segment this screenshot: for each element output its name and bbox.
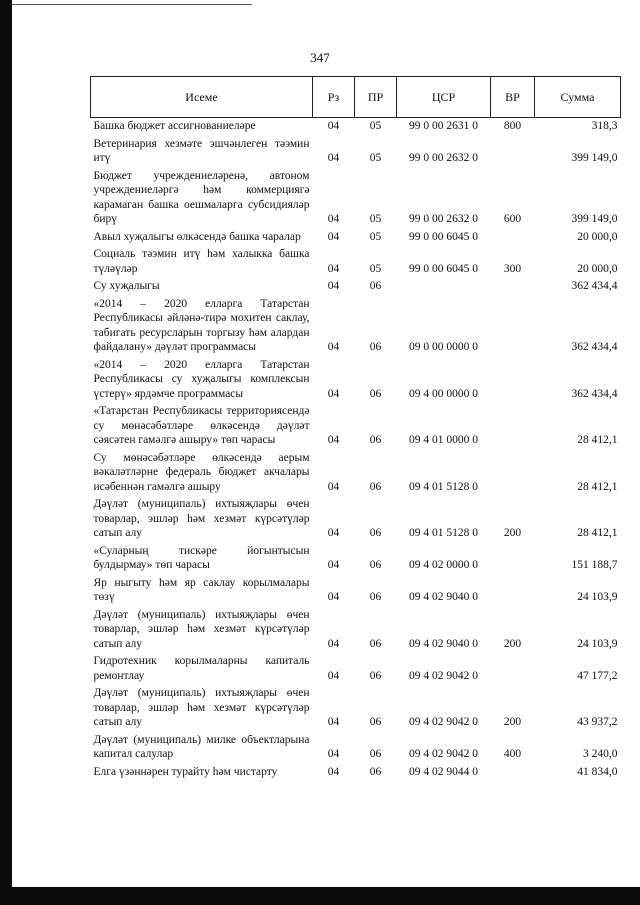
- row-rz: 04: [327, 387, 340, 400]
- scan-edge-bottom: [0, 887, 640, 905]
- row-name: «Суларның тискәре йогынтысын булдырмау» төп чарасы: [93, 544, 310, 571]
- row-rz: 04: [327, 559, 340, 571]
- row-sum: 28 412,1: [577, 434, 618, 446]
- row-rz: 04: [327, 120, 340, 132]
- row-sum: 20 000,0: [577, 262, 618, 275]
- table-row: [91, 296, 621, 357]
- row-rz: 04: [327, 716, 340, 728]
- row-name: Ветеринария хезмәте эшчәнлеген тәэмин итү: [93, 137, 310, 164]
- row-name: Дәүләт (муниципаль) ихтыяҗлары өчен товарлар, эшләр һәм хезмәт күрсәтүләр сатып алу: [93, 608, 310, 650]
- row-vr: 400: [503, 748, 522, 760]
- row-csr: 09 4 02 9042 0: [409, 748, 478, 760]
- row-csr: 09 4 02 9040 0: [409, 637, 478, 650]
- row-pr: 06: [369, 341, 382, 353]
- table-row: [91, 168, 621, 229]
- row-csr: 99 0 00 2632 0: [409, 213, 478, 225]
- row-csr: 99 0 00 2631 0: [409, 120, 478, 132]
- row-vr: 200: [503, 527, 522, 539]
- row-pr: 06: [369, 591, 382, 603]
- row-pr: 06: [369, 434, 382, 446]
- row-csr: 09 4 02 9040 0: [409, 591, 478, 603]
- row-rz: 04: [327, 591, 340, 603]
- row-sum: 362 434,4: [571, 280, 618, 292]
- row-name: Башка бюджет ассигнованиеләре: [93, 120, 256, 132]
- table-row: [91, 764, 621, 782]
- row-csr: 09 4 02 9044 0: [409, 765, 478, 778]
- row-sum: 3 240,0: [583, 748, 618, 760]
- scan-edge-left: [0, 0, 12, 905]
- row-sum: 151 188,7: [571, 559, 618, 571]
- page-number: 347: [310, 50, 330, 65]
- row-name: Авыл хуҗалыгы өлкәсендә башка чаралар: [93, 230, 301, 243]
- row-csr: 09 4 02 9042 0: [409, 669, 478, 682]
- row-sum: 399 149,0: [571, 213, 618, 225]
- row-name: «2014 – 2020 елларга Татарстан Республикасы су хуҗалыгы комплексын үстерү» ярдәмче программасы: [93, 358, 310, 400]
- row-csr: 09 0 00 0000 0: [409, 341, 478, 353]
- row-vr: 600: [503, 213, 522, 225]
- row-rz: 04: [327, 480, 340, 493]
- row-sum: 24 103,9: [577, 591, 618, 603]
- row-csr: 09 4 00 0000 0: [409, 387, 478, 400]
- row-sum: 28 412,1: [577, 527, 618, 539]
- row-pr: 06: [369, 387, 382, 400]
- row-sum: 43 937,2: [577, 716, 618, 728]
- row-rz: 04: [327, 637, 340, 650]
- row-name: «2014 – 2020 елларга Татарстан Республикасы әйләнә-тирә мохитен саклау, табигать ресурсларын торгызу һәм алардан файдалану» дәүләт программасы: [93, 297, 310, 353]
- header-row: [91, 77, 621, 118]
- row-rz: 04: [327, 262, 340, 275]
- row-csr: 99 0 00 6045 0: [409, 230, 478, 243]
- row-pr: 06: [369, 480, 382, 493]
- row-vr: [491, 575, 535, 607]
- row-vr: 200: [503, 716, 522, 728]
- table-row: [91, 229, 621, 247]
- row-rz: 04: [327, 748, 340, 760]
- scan-edge-top: [12, 4, 252, 5]
- row-rz: 04: [327, 230, 340, 243]
- row-sum: 28 412,1: [577, 480, 618, 493]
- table-row: [91, 575, 621, 607]
- row-vr: 800: [503, 120, 522, 132]
- row-rz: 04: [327, 213, 340, 225]
- row-vr: 200: [503, 637, 522, 650]
- row-rz: 04: [327, 527, 340, 539]
- table-row: [91, 246, 621, 278]
- row-name: Дәүләт (муниципаль) милке объектларына капитал салулар: [93, 733, 310, 760]
- row-vr: [491, 403, 535, 450]
- row-name: Дәүләт (муниципаль) ихтыяҗлары өчен товарлар, эшләр һәм хезмәт күрсәтүләр сатып алу: [93, 687, 310, 728]
- row-rz: 04: [327, 341, 340, 353]
- row-csr: 09 4 02 9042 0: [409, 716, 478, 728]
- table-row: [91, 496, 621, 543]
- row-pr: 06: [369, 716, 382, 728]
- table-row: [91, 653, 621, 685]
- row-name: «Татарстан Республикасы территориясендә су мөнәсәбәтләре өлкәсендә дәүләт сәясәтен гамәлгә ашыру» төп чарасы: [93, 405, 310, 446]
- row-sum: 47 177,2: [577, 669, 618, 682]
- row-csr: 09 4 02 0000 0: [409, 559, 478, 571]
- row-vr: [491, 296, 535, 357]
- row-csr: 99 0 00 6045 0: [409, 262, 478, 275]
- row-sum: 20 000,0: [577, 230, 618, 243]
- row-name: Су хуҗалыгы: [93, 280, 160, 292]
- column-header-pr: ПР: [355, 77, 397, 118]
- row-name: Гидротехник корылмаларны капиталь ремонтлау: [93, 655, 310, 682]
- row-vr: [491, 450, 535, 497]
- row-sum: 318,3: [591, 120, 618, 132]
- table-row: [91, 607, 621, 654]
- table-row: [91, 403, 621, 450]
- row-vr: [491, 357, 535, 404]
- row-name: Бюджет учреждениеләренә, автоном учреждениеләргә һәм коммерциягә карамаган башка оешмаларга субсидияләр бирү: [93, 169, 310, 225]
- row-vr: [491, 543, 535, 575]
- row-csr: [397, 278, 491, 296]
- table-row: [91, 136, 621, 168]
- row-rz: 04: [327, 152, 340, 164]
- row-name: Дәүләт (муниципаль) ихтыяҗлары өчен товарлар, эшләр һәм хезмәт күрсәтүләр сатып алу: [93, 498, 310, 539]
- row-pr: 06: [369, 748, 382, 760]
- row-rz: 04: [327, 765, 340, 778]
- table-header: [91, 77, 621, 118]
- row-rz: 04: [327, 669, 340, 682]
- table-row: [91, 357, 621, 404]
- row-rz: 04: [327, 280, 340, 292]
- table-row: [91, 732, 621, 764]
- row-pr: 05: [369, 262, 382, 275]
- row-name: Су мөнәсәбәтләре өлкәсендә аерым вәкаләтләрне федераль бюджет акчалары исәбеннән гамәлгә ашыру: [93, 451, 310, 493]
- row-vr: [491, 653, 535, 685]
- row-pr: 06: [369, 527, 382, 539]
- row-csr: 09 4 01 0000 0: [409, 434, 478, 446]
- table-body: [91, 118, 621, 782]
- row-csr: 99 0 00 2632 0: [409, 152, 478, 164]
- column-header-csr: ЦСР: [397, 77, 491, 118]
- row-pr: 06: [369, 637, 382, 650]
- table-row: [91, 118, 621, 136]
- row-pr: 06: [369, 765, 382, 778]
- row-csr: 09 4 01 5128 0: [409, 480, 478, 493]
- row-vr: 300: [503, 262, 522, 275]
- row-pr: 05: [369, 152, 382, 164]
- table-row: [91, 543, 621, 575]
- row-name: Социаль тәэмин итү һәм халыкка башка түләүләр: [93, 248, 310, 275]
- row-sum: 41 834,0: [577, 765, 618, 778]
- row-rz: 04: [327, 434, 340, 446]
- row-vr: [491, 136, 535, 168]
- row-pr: 05: [369, 120, 382, 132]
- row-pr: 05: [369, 230, 382, 243]
- table-row: [91, 278, 621, 296]
- row-pr: 05: [369, 213, 382, 225]
- budget-table: [90, 76, 621, 781]
- row-pr: 06: [369, 669, 382, 682]
- row-sum: 399 149,0: [571, 152, 618, 164]
- column-header-name: Исеме: [91, 77, 313, 118]
- column-header-rz: Рз: [313, 77, 355, 118]
- row-csr: 09 4 01 5128 0: [409, 527, 478, 539]
- row-vr: [491, 764, 535, 782]
- row-pr: 06: [369, 559, 382, 571]
- column-header-vr: ВР: [491, 77, 535, 118]
- table-row: [91, 685, 621, 732]
- row-name: Яр ныгыту һәм яр саклау корылмалары төзү: [93, 576, 310, 603]
- row-pr: 06: [369, 280, 382, 292]
- column-header-sum: Сумма: [535, 77, 621, 118]
- row-sum: 24 103,9: [577, 637, 618, 650]
- table-row: [91, 450, 621, 497]
- row-sum: 362 434,4: [571, 387, 618, 400]
- row-vr: [491, 229, 535, 247]
- row-sum: 362 434,4: [571, 341, 618, 353]
- row-vr: [491, 278, 535, 296]
- row-name: Елга үзәннәрен турайту һәм чистарту: [93, 765, 278, 778]
